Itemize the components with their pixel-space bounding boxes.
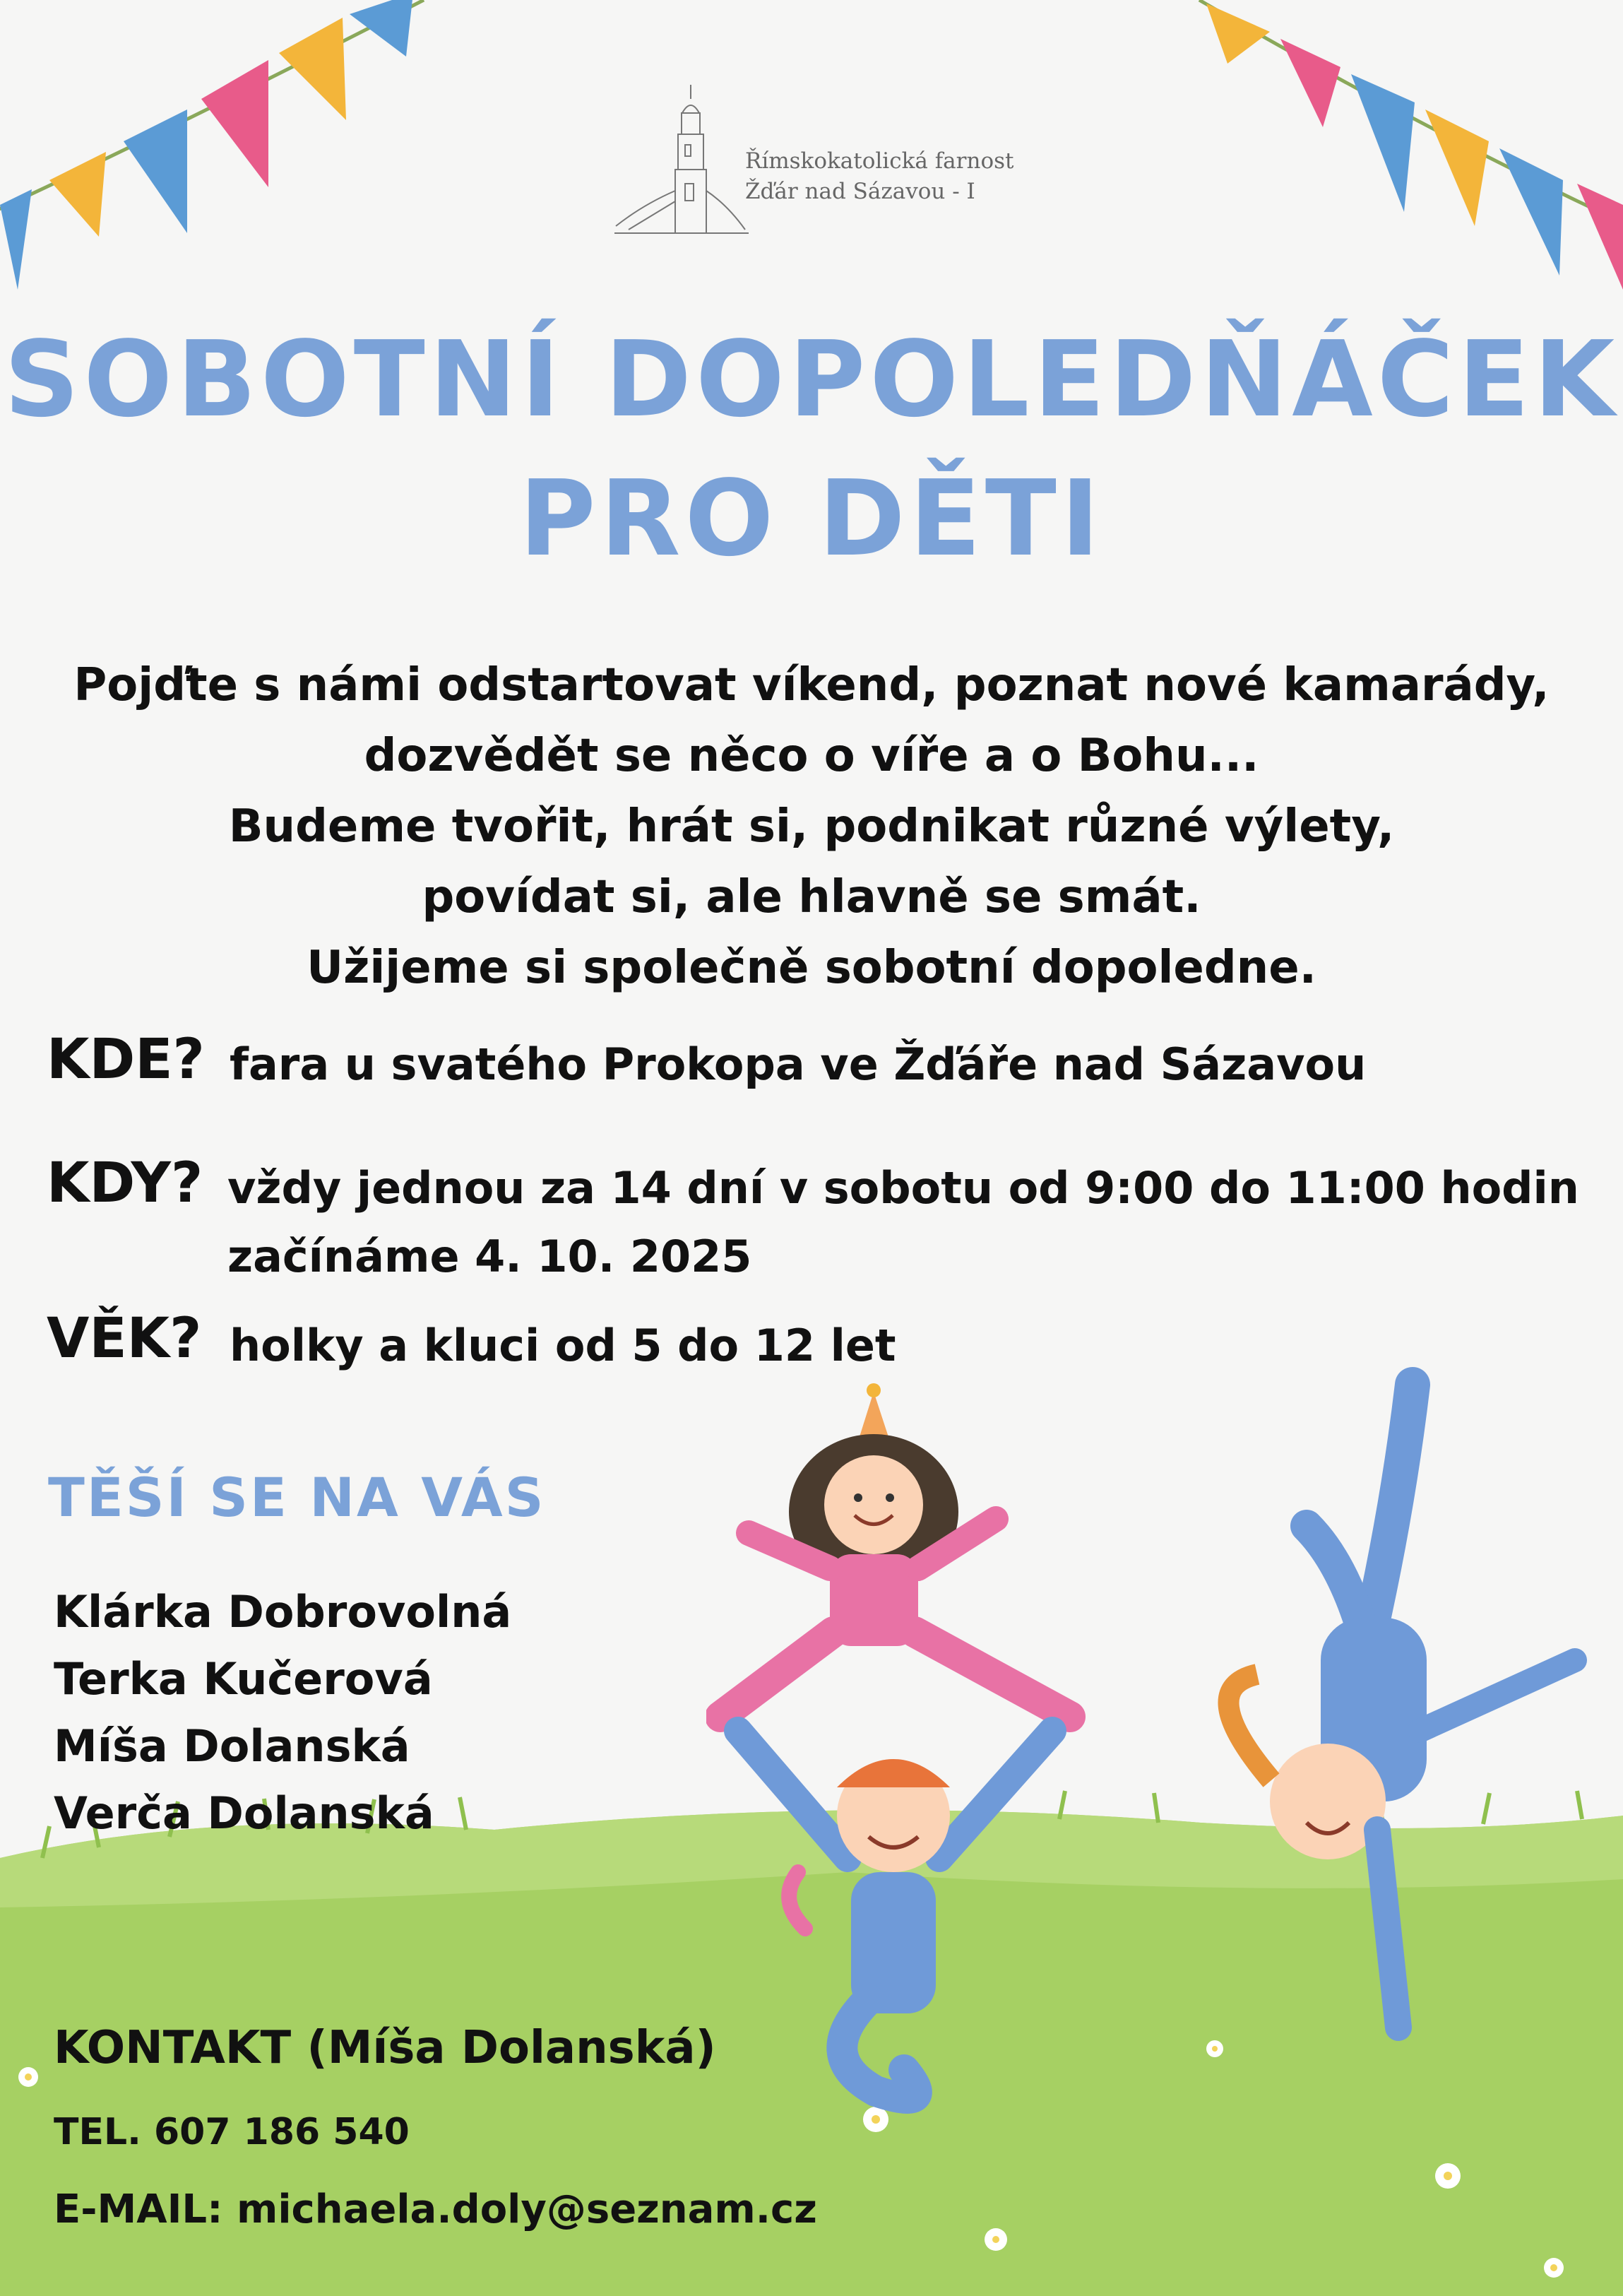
page-title-line-2: PRO DĚTI: [519, 458, 1104, 579]
intro-paragraph: [0, 650, 1623, 1003]
bunting-left-decoration: [0, 0, 438, 304]
intro-line: Budeme tvořit, hrát si, podnikat různé výlety,: [228, 800, 1395, 853]
team-heading: TĚŠÍ SE NA VÁS: [48, 1466, 546, 1529]
cartwheel-girl-illustration: [1229, 1385, 1576, 2028]
contact-phone: TEL. 607 186 540: [54, 2111, 410, 2153]
team-member: Verča Dolanská: [54, 1787, 434, 1839]
intro-line: Užijeme si společně sobotní dopoledne.: [307, 942, 1316, 994]
contact-heading: KONTAKT (Míša Dolanská): [54, 2022, 716, 2074]
page-title-line-1: SOBOTNÍ DOPOLEDŇÁČEK: [4, 319, 1619, 440]
when-text: vždy jednou za 14 dní v sobotu od 9:00 do 11:00 hodin: [227, 1162, 1579, 1214]
when-label: KDY?: [47, 1152, 203, 1215]
intro-line: Pojďte s námi odstartovat víkend, poznat nové kamarády,: [73, 659, 1550, 711]
team-member: Míša Dolanská: [54, 1720, 410, 1772]
parish-name: Římskokatolická farnost: [745, 148, 1014, 174]
contact-email: E-MAIL: michaela.doly@seznam.cz: [54, 2186, 817, 2232]
parish-logo: [614, 85, 1014, 240]
girl-illustration: [720, 1383, 1070, 1717]
intro-line: dozvědět se něco o víře a o Bohu...: [364, 730, 1259, 782]
bunting-right-decoration: [1185, 0, 1623, 304]
boy-illustration: [738, 1731, 1052, 2098]
where-label: KDE?: [47, 1028, 205, 1091]
start-date-text: začínáme 4. 10. 2025: [227, 1231, 752, 1282]
parish-location: Žďár nad Sázavou - I: [745, 179, 975, 204]
age-text: holky a kluci od 5 do 12 let: [230, 1320, 896, 1371]
intro-line: povídat si, ale hlavně se smát.: [422, 871, 1201, 923]
team-member: Klárka Dobrovolná: [54, 1586, 512, 1638]
team-member: Terka Kučerová: [54, 1653, 433, 1705]
church-icon: [614, 85, 749, 240]
age-label: VĚK?: [47, 1307, 202, 1371]
where-text: fara u svatého Prokopa ve Žďáře nad Sázavou: [230, 1038, 1367, 1090]
children-playing-illustration: [706, 1363, 1610, 2134]
